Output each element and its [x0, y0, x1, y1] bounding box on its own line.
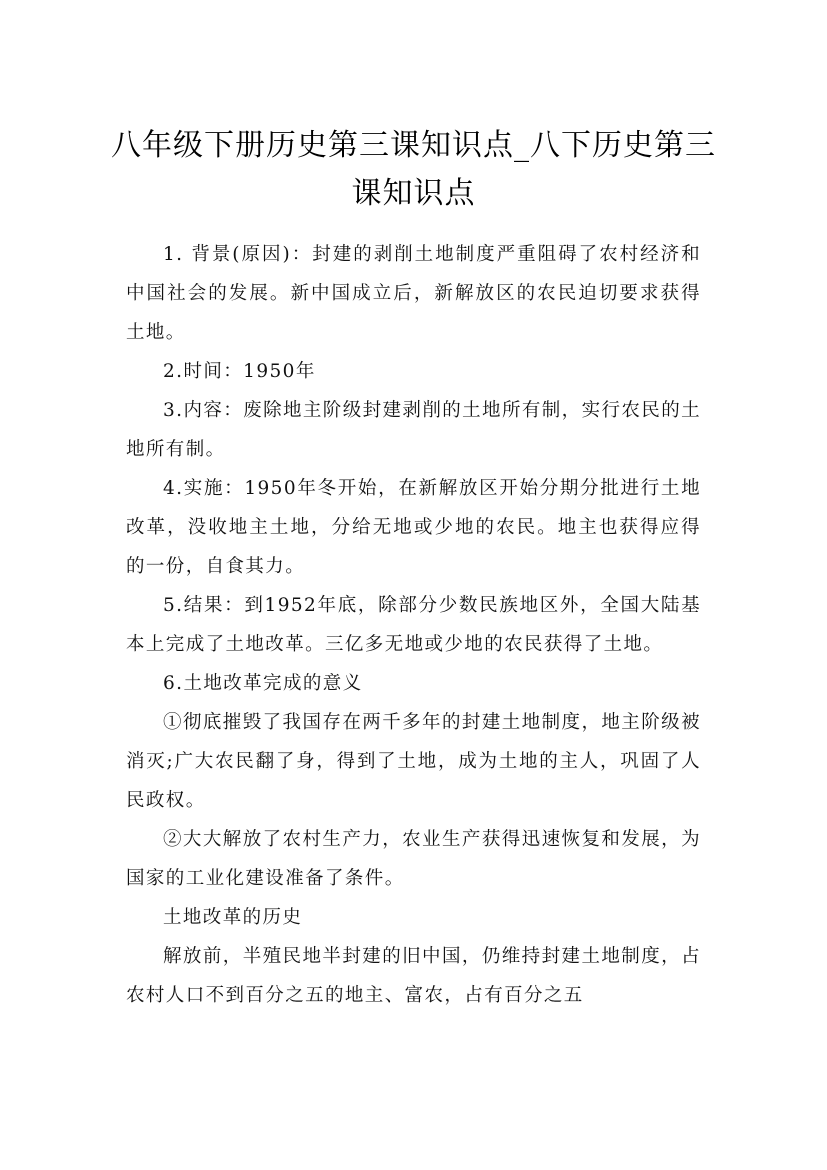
paragraph-result: 5.结果：到1952年底，除部分少数民族地区外，全国大陆基本上完成了土地改革。三亿多无地或少地的农民获得了土地。 — [126, 595, 701, 655]
document-body — [126, 235, 701, 1015]
paragraph-implementation: 4.实施：1950年冬开始，在新解放区开始分期分批进行土地改革，没收地主土地，分给无地或少地的农民。地主也获得应得的一份，自食其力。 — [126, 478, 701, 577]
paragraph-history-heading: 土地改革的历史 — [163, 907, 303, 928]
paragraph-content: 3.内容：废除地主阶级封建剥削的土地所有制，实行农民的土地所有制。 — [126, 400, 701, 460]
paragraph-history-text: 解放前，半殖民地半封建的旧中国，仍维持封建土地制度，占农村人口不到百分之五的地主、富农，占有百分之五 — [126, 946, 701, 1006]
paragraph-significance-heading: 6.土地改革完成的意义 — [163, 673, 363, 694]
paragraph-significance-1: ①彻底摧毁了我国存在两千多年的封建土地制度，地主阶级被消灭;广大农民翻了身，得到了土地，成为土地的主人，巩固了人民政权。 — [126, 712, 701, 811]
paragraph-time: 2.时间：1950年 — [163, 361, 316, 382]
paragraph-significance-2: ②大大解放了农村生产力，农业生产获得迅速恢复和发展，为国家的工业化建设准备了条件。 — [126, 829, 701, 889]
paragraph-background: 1. 背景(原因)：封建的剥削土地制度严重阻碍了农村经济和中国社会的发展。新中国成立后，新解放区的农民迫切要求获得土地。 — [126, 244, 701, 343]
document-title: 八年级下册历史第三课知识点_八下历史第三课知识点 — [111, 128, 716, 212]
